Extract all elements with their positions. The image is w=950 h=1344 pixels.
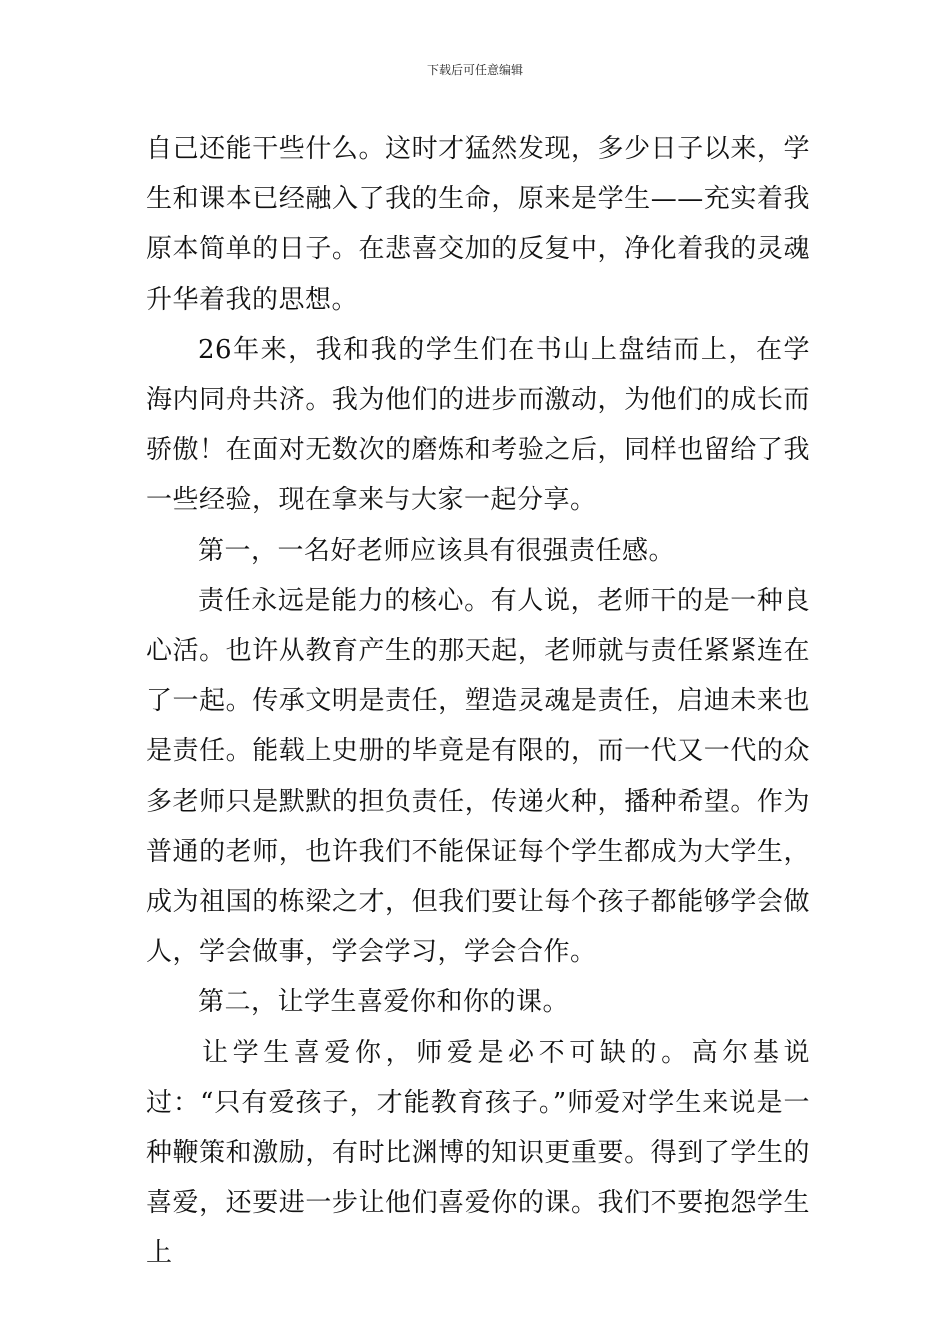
paragraph-26-years: 26年来，我和我的学生们在书山上盘结而上，在学海内同舟共济。我为他们的进步而激动，为他们的成长而骄傲！在面对无数次的磨炼和考验之后，同样也留给了我一些经验，现在拿来与大家一起分享。 bbox=[146, 334, 810, 516]
document-body bbox=[146, 124, 810, 1279]
paragraph-teacher-love: 让学生喜爱你，师爱是必不可缺的。高尔基说过：“只有爱孩子，才能教育孩子。”师爱对学生来说是一种鞭策和激励，有时比渊博的知识更重要。得到了学生的喜爱，还要进一步让他们喜爱你的课。我们不要抱怨学生上 bbox=[146, 1037, 810, 1269]
section-heading-first: 第一，一名好老师应该具有很强责任感。 bbox=[198, 535, 676, 566]
paragraph-continuation: 自己还能干些什么。这时才猛然发现，多少日子以来，学生和课本已经融入了我的生命，原来是学生——充实着我原本简单的日子。在悲喜交加的反复中，净化着我的灵魂升华着我的思想。 bbox=[146, 134, 810, 315]
paragraph-responsibility: 责任永远是能力的核心。有人说，老师干的是一种良心活。也许从教育产生的那天起，老师就与责任紧紧连在了一起。传承文明是责任，塑造灵魂是责任，启迪未来也是责任。能载上史册的毕竟是有限的，而一代又一代的众多老师只是默默的担负责任，传递火种，播种希望。作为普通的老师，也许我们不能保证每个学生都成为大学生，成为祖国的栋梁之才，但我们要让每个孩子都能够学会做人，学会做事，学会学习，学会合作。 bbox=[146, 585, 810, 968]
section-heading-second: 第二，让学生喜爱你和你的课。 bbox=[198, 987, 570, 1018]
page-header-note: 下载后可任意编辑 bbox=[426, 63, 523, 77]
